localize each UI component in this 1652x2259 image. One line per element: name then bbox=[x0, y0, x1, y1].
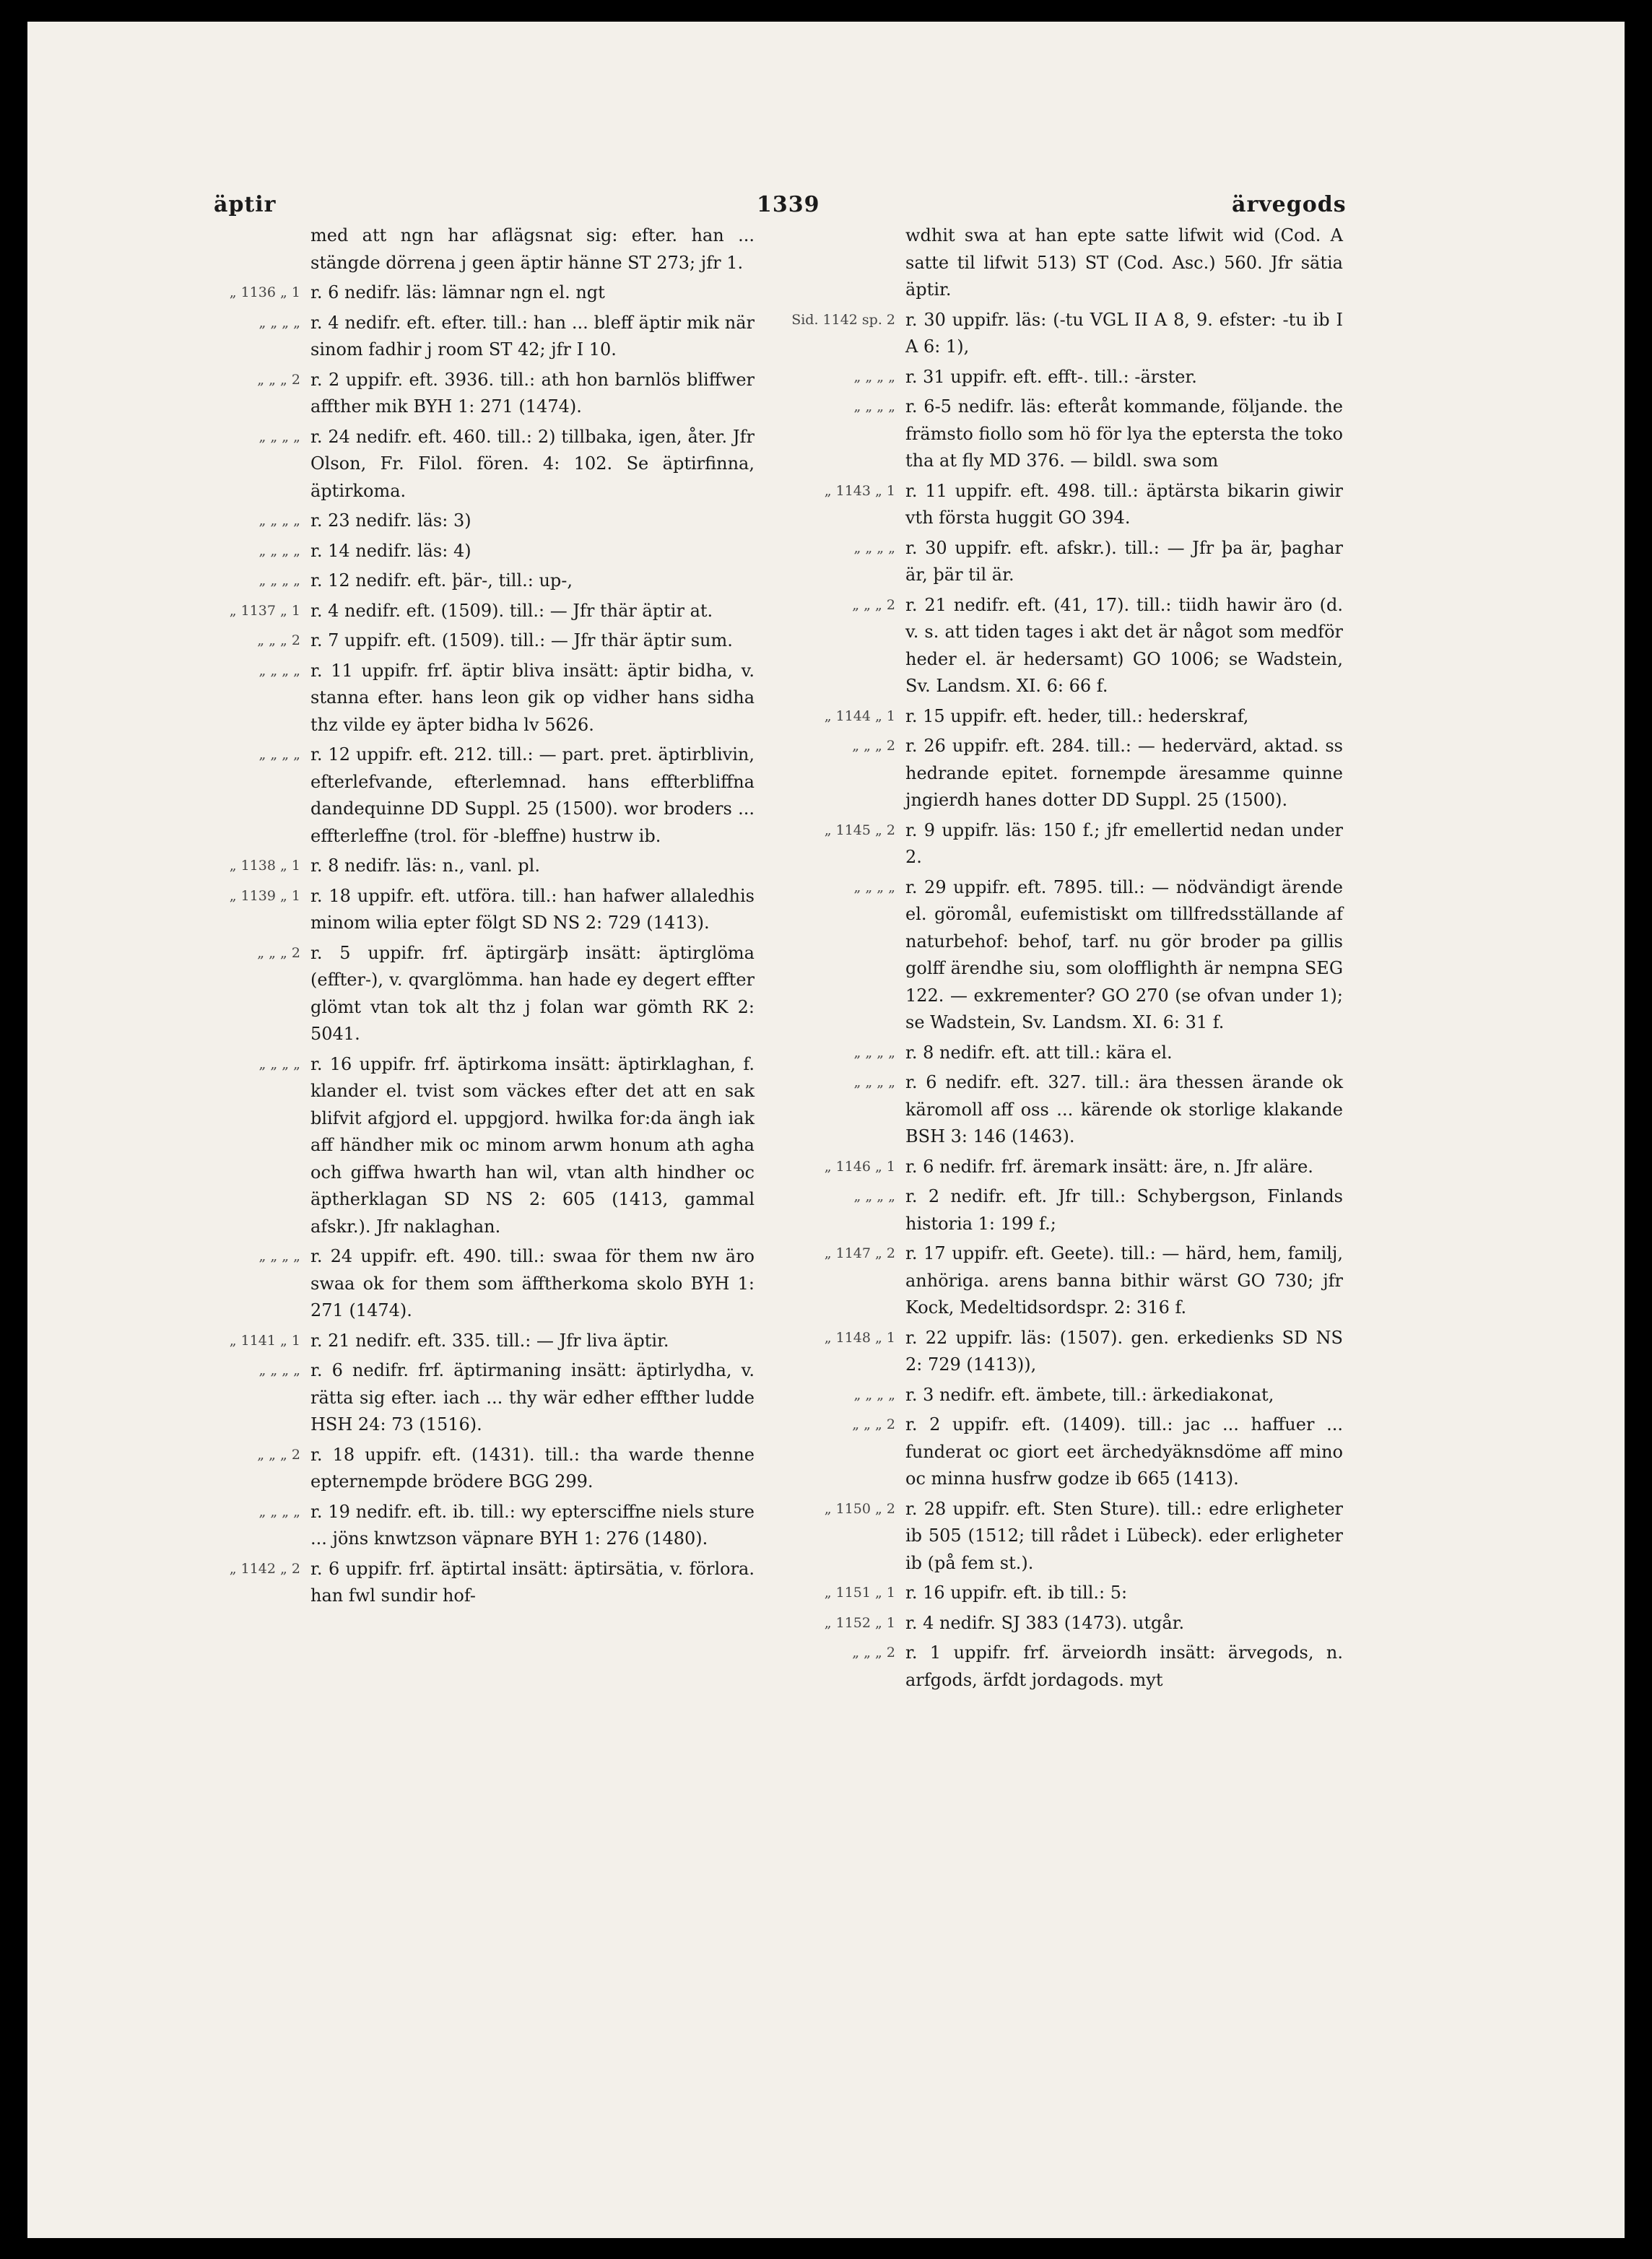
entry-reference: „ „ „ „ bbox=[258, 513, 300, 528]
entry-reference: „ 1145 „ 2 bbox=[824, 822, 895, 838]
correction-entry bbox=[773, 364, 1343, 391]
entry-text: r. 6-5 nedifr. läs: efteråt kommande, följande. the främsto fiollo som hö för lya the eptersta the toko tha at fly MD 376. — bildl. swa som bbox=[905, 396, 1343, 471]
entry-text: r. 2 uppifr. eft. 3936. till.: ath hon barnlös bliffwer affther mik BYH 1: 271 (1474). bbox=[310, 369, 755, 417]
entry-reference: „ 1139 „ 1 bbox=[229, 887, 300, 904]
entry-reference: „ 1136 „ 1 bbox=[229, 284, 300, 300]
correction-entry bbox=[166, 508, 755, 535]
correction-entry bbox=[773, 1240, 1343, 1322]
entry-text: r. 21 nedifr. eft. (41, 17). till.: tiidh hawir äro (d. v. s. att tiden tages i akt det är något som medför heder el. är hedersamt) GO 1006; se Wadstein, Sv. Landsm. XI. 6: 66 f. bbox=[905, 594, 1343, 696]
entry-reference: „ „ „ „ bbox=[853, 1044, 895, 1061]
entry-text: r. 2 uppifr. eft. (1409). till.: jac ... haffuer ... funderat oc giort eet ärchedyäknsdöme aff mino oc minna husfrw godze ib 665 (1413). bbox=[905, 1414, 1343, 1489]
correction-entry bbox=[166, 222, 755, 277]
entry-reference: „ „ „ 2 bbox=[852, 1645, 895, 1660]
entry-text: r. 5 uppifr. frf. äptirgärþ insätt: äptirglöma (effter-), v. qvarglömma. han hade ey degert effter glömt vtan tok alt thz j folan war gömth RK 2: 5041. bbox=[310, 942, 755, 1044]
right-column bbox=[773, 222, 1343, 1697]
entry-reference: „ 1137 „ 1 bbox=[229, 602, 300, 619]
entry-text: r. 19 nedifr. eft. ib. till.: wy eptersciffne niels sture ... jöns knwtzson väpnare BYH 1: 276 (1480). bbox=[310, 1501, 755, 1549]
entry-text: r. 6 nedifr. frf. äptirmaning insätt: äptirlydha, v. rätta sig efter. iach ... thy wär edher effther ludde HSH 24: 73 (1516). bbox=[310, 1360, 755, 1435]
correction-entry bbox=[166, 1357, 755, 1439]
entry-text: r. 1 uppifr. frf. ärveiordh insätt: ärvegods, n. arfgods, ärfdt jordagods. myt bbox=[905, 1642, 1343, 1690]
header-right-keyword: ärvegods bbox=[1232, 192, 1347, 217]
entry-text: r. 24 uppifr. eft. 490. till.: swaa för them nw äro swaa ok for them som äfftherkoma skolo BYH 1: 271 (1474). bbox=[310, 1246, 755, 1320]
entry-text: r. 3 nedifr. eft. ämbete, till.: ärkediakonat, bbox=[905, 1384, 1274, 1405]
entry-text: r. 12 nedifr. eft. þär-, till.: up-, bbox=[310, 570, 573, 591]
entry-text: r. 11 uppifr. eft. 498. till.: äptärsta bikarin giwir vth första huggit GO 394. bbox=[905, 480, 1343, 528]
entry-text: r. 8 nedifr. läs: n., vanl. pl. bbox=[310, 856, 540, 876]
entry-text: r. 21 nedifr. eft. 335. till.: — Jfr liva äptir. bbox=[310, 1330, 669, 1351]
entry-text: r. 14 nedifr. läs: 4) bbox=[310, 540, 471, 561]
entry-text: r. 18 uppifr. eft. (1431). till.: tha warde thenne epternempde brödere BGG 299. bbox=[310, 1444, 755, 1492]
correction-entry bbox=[166, 367, 755, 421]
entry-reference: „ „ „ 2 bbox=[852, 596, 895, 613]
correction-entry bbox=[166, 883, 755, 937]
correction-entry bbox=[166, 567, 755, 595]
entry-reference: „ „ „ 2 bbox=[257, 944, 300, 961]
correction-entry bbox=[166, 1051, 755, 1241]
entry-reference: „ „ „ „ bbox=[853, 399, 895, 414]
entry-text: r. 8 nedifr. eft. att till.: kära el. bbox=[905, 1042, 1173, 1063]
entry-reference: „ „ „ „ bbox=[853, 539, 895, 556]
entry-reference: Sid. 1142 sp. 2 bbox=[791, 311, 895, 328]
entry-text: r. 18 uppifr. eft. utföra. till.: han hafwer allaledhis minom wilia epter fölgt SD NS 2: 729 (1413). bbox=[310, 885, 755, 933]
entry-reference: „ 1141 „ 1 bbox=[229, 1332, 300, 1349]
correction-entry bbox=[773, 1640, 1343, 1694]
correction-entry bbox=[773, 1580, 1343, 1607]
correction-entry bbox=[773, 393, 1343, 475]
entry-reference: „ „ „ „ bbox=[258, 662, 300, 679]
entry-reference: „ 1150 „ 2 bbox=[824, 1500, 895, 1517]
entry-text: r. 28 uppifr. eft. Sten Sture). till.: edre erligheter ib 505 (1512; till rådet i Lübeck). eder erligheter ib (på fem st.). bbox=[905, 1498, 1343, 1573]
correction-entry bbox=[773, 1154, 1343, 1181]
entry-text: r. 22 uppifr. läs: (1507). gen. erkedienks SD NS 2: 729 (1413)), bbox=[905, 1327, 1343, 1375]
entry-reference: „ „ „ „ bbox=[258, 1248, 300, 1264]
correction-entry bbox=[773, 1411, 1343, 1493]
entry-text: r. 4 nedifr. eft. (1509). till.: — Jfr thär äptir at. bbox=[310, 600, 713, 621]
correction-entry bbox=[773, 817, 1343, 871]
entry-reference: „ „ „ „ bbox=[258, 428, 300, 445]
correction-entry bbox=[773, 1325, 1343, 1379]
entry-reference: „ „ „ „ bbox=[853, 1188, 895, 1204]
entry-reference: „ 1138 „ 1 bbox=[229, 858, 300, 874]
correction-entry bbox=[166, 1243, 755, 1325]
entry-reference: „ „ „ „ bbox=[258, 1362, 300, 1378]
entry-reference: „ „ „ „ bbox=[258, 314, 300, 331]
correction-entry bbox=[773, 307, 1343, 361]
left-column bbox=[166, 222, 755, 1613]
correction-entry bbox=[773, 222, 1343, 304]
entry-reference: „ „ „ „ bbox=[853, 1074, 895, 1090]
correction-entry bbox=[773, 1040, 1343, 1067]
correction-entry bbox=[166, 598, 755, 625]
correction-entry bbox=[166, 658, 755, 739]
entry-reference: „ „ „ 2 bbox=[257, 371, 300, 388]
entry-text: r. 31 uppifr. eft. efft-. till.: -ärster. bbox=[905, 366, 1197, 387]
correction-entry bbox=[773, 478, 1343, 532]
entry-text: r. 7 uppifr. eft. (1509). till.: — Jfr thär äptir sum. bbox=[310, 630, 733, 650]
entry-text: r. 16 uppifr. frf. äptirkoma insätt: äptirklaghan, f. klander el. tvist som väckes efter det att en sak blifvit afgjord el. uppgjord. hwilka for:da ängh iak aff händher mik oc minom arwm honum ath agha och giffwa hwarth han wil, vtan alth hindher oc äptherklagan SD NS 2: 605 (1413, gammal afskr.). Jfr naklaghan. bbox=[310, 1053, 755, 1237]
entry-reference: „ 1147 „ 2 bbox=[824, 1245, 895, 1261]
entry-reference: „ „ „ 2 bbox=[852, 738, 895, 754]
correction-entry bbox=[773, 874, 1343, 1037]
correction-entry bbox=[166, 1442, 755, 1496]
entry-reference: „ „ „ „ bbox=[258, 542, 300, 559]
correction-entry bbox=[773, 733, 1343, 814]
correction-entry bbox=[773, 1496, 1343, 1577]
entry-text: r. 17 uppifr. eft. Geete). till.: — härd, hem, familj, anhöriga. arens banna bithir wärst GO 730; jfr Kock, Medeltidsordspr. 2: 316 f. bbox=[905, 1243, 1343, 1318]
correction-entry bbox=[773, 1610, 1343, 1637]
entry-text: med att ngn har aflägsnat sig: efter. han ... stängde dörrena j geen äptir hänne ST 273; jfr 1. bbox=[310, 225, 755, 273]
entry-text: r. 2 nedifr. eft. Jfr till.: Schybergson, Finlands historia 1: 199 f.; bbox=[905, 1186, 1343, 1234]
entry-text: r. 29 uppifr. eft. 7895. till.: — nödvändigt ärende el. göromål, eufemistiskt om tillfredsställande af naturbehof: behof, tarf. nu gör broder pa gillis golff ärendhe siu, som olofflighth är nempna SEG 122. — exkrementer? GO 270 (se ofvan under 1); se Wadstein, Sv. Landsm. XI. 6: 31 f. bbox=[905, 876, 1343, 1032]
entry-reference: „ „ „ „ bbox=[853, 368, 895, 385]
entry-reference: „ 1148 „ 1 bbox=[824, 1329, 895, 1346]
entry-reference: „ „ „ 2 bbox=[257, 632, 300, 648]
correction-entry bbox=[773, 535, 1343, 589]
entry-reference: „ „ „ „ bbox=[258, 573, 300, 588]
entry-reference: „ 1152 „ 1 bbox=[824, 1614, 895, 1631]
correction-entry bbox=[773, 1183, 1343, 1237]
entry-reference: „ „ „ 2 bbox=[852, 1416, 895, 1432]
entry-reference: „ „ „ „ bbox=[258, 1503, 300, 1520]
entry-text: r. 9 uppifr. läs: 150 f.; jfr emellertid nedan under 2. bbox=[905, 819, 1343, 867]
entry-text: r. 24 nedifr. eft. 460. till.: 2) tillbaka, igen, åter. Jfr Olson, Fr. Filol. fören. 4: 102. Se äptirfinna, äptirkoma. bbox=[310, 426, 755, 501]
entry-text: r. 12 uppifr. eft. 212. till.: — part. pret. äptirblivin, efterlefvande, efterlemnad. hans effterbliffna dandequinne DD Suppl. 25 (1500). wor broders ... effterleffne (trol. för -bleffne) hustrw ib. bbox=[310, 744, 755, 846]
correction-entry bbox=[773, 1069, 1343, 1151]
entry-text: r. 6 uppifr. frf. äptirtal insätt: äptirsätia, v. förlora. han fwl sundir hof- bbox=[310, 1558, 755, 1606]
correction-entry bbox=[166, 1328, 755, 1355]
entry-reference: „ „ „ „ bbox=[258, 1055, 300, 1072]
entry-reference: „ 1144 „ 1 bbox=[824, 708, 895, 724]
correction-entry bbox=[773, 1382, 1343, 1409]
entry-text: r. 30 uppifr. läs: (-tu VGL II A 8, 9. efster: -tu ib I A 6: 1), bbox=[905, 309, 1343, 357]
page-number: 1339 bbox=[757, 192, 820, 217]
entry-reference: „ „ „ „ bbox=[853, 1386, 895, 1403]
correction-entry bbox=[773, 703, 1343, 731]
entry-text: r. 30 uppifr. eft. afskr.). till.: — Jfr þa är, þaghar är, þär til är. bbox=[905, 537, 1343, 585]
correction-entry bbox=[166, 627, 755, 655]
entry-text: r. 11 uppifr. frf. äptir bliva insätt: äptir bidha, v. stanna efter. hans leon gik op vidher hans sidha thz vilde ey äpter bidha lv 5626. bbox=[310, 660, 755, 735]
entry-reference: „ „ „ „ bbox=[258, 747, 300, 762]
entry-text: r. 15 uppifr. eft. heder, till.: hederskraf, bbox=[905, 705, 1249, 726]
correction-entry bbox=[166, 279, 755, 307]
entry-reference: „ 1142 „ 2 bbox=[229, 1560, 300, 1577]
header-left-keyword: äptir bbox=[214, 192, 277, 217]
entry-text: wdhit swa at han epte satte lifwit wid (Cod. A satte til lifwit 513) ST (Cod. Asc.) 560. Jfr sätia äptir. bbox=[905, 225, 1343, 300]
correction-entry bbox=[166, 310, 755, 364]
entry-text: r. 6 nedifr. läs: lämnar ngn el. ngt bbox=[310, 282, 605, 302]
correction-entry bbox=[166, 853, 755, 880]
entry-reference: „ „ „ 2 bbox=[257, 1446, 300, 1463]
correction-entry bbox=[166, 940, 755, 1048]
entry-text: r. 6 nedifr. frf. äremark insätt: äre, n. Jfr aläre. bbox=[905, 1156, 1313, 1177]
correction-entry bbox=[166, 1556, 755, 1610]
entry-reference: „ 1151 „ 1 bbox=[824, 1585, 895, 1601]
entry-reference: „ 1146 „ 1 bbox=[824, 1158, 895, 1175]
correction-entry bbox=[166, 1499, 755, 1553]
correction-entry bbox=[166, 424, 755, 505]
correction-entry bbox=[166, 741, 755, 850]
entry-text: r. 23 nedifr. läs: 3) bbox=[310, 510, 471, 531]
entry-text: r. 16 uppifr. eft. ib till.: 5: bbox=[905, 1583, 1128, 1603]
entry-text: r. 4 nedifr. eft. efter. till.: han ... bleff äptir mik när sinom fadhir j room ST 42; jfr I 10. bbox=[310, 312, 755, 360]
entry-text: r. 4 nedifr. SJ 383 (1473). utgår. bbox=[905, 1612, 1185, 1633]
entry-text: r. 26 uppifr. eft. 284. till.: — hedervärd, aktad. ss hedrande epitet. fornempde äresamme quinne jngierdh hanes dotter DD Suppl. 25 (1500). bbox=[905, 736, 1343, 810]
entry-reference: „ 1143 „ 1 bbox=[824, 482, 895, 499]
correction-entry bbox=[166, 538, 755, 565]
entry-reference: „ „ „ „ bbox=[853, 879, 895, 895]
correction-entry bbox=[773, 592, 1343, 700]
entry-text: r. 6 nedifr. eft. 327. till.: ära thessen ärande ok käromoll aff oss ... kärende ok storlige klakande BSH 3: 146 (1463). bbox=[905, 1072, 1343, 1146]
